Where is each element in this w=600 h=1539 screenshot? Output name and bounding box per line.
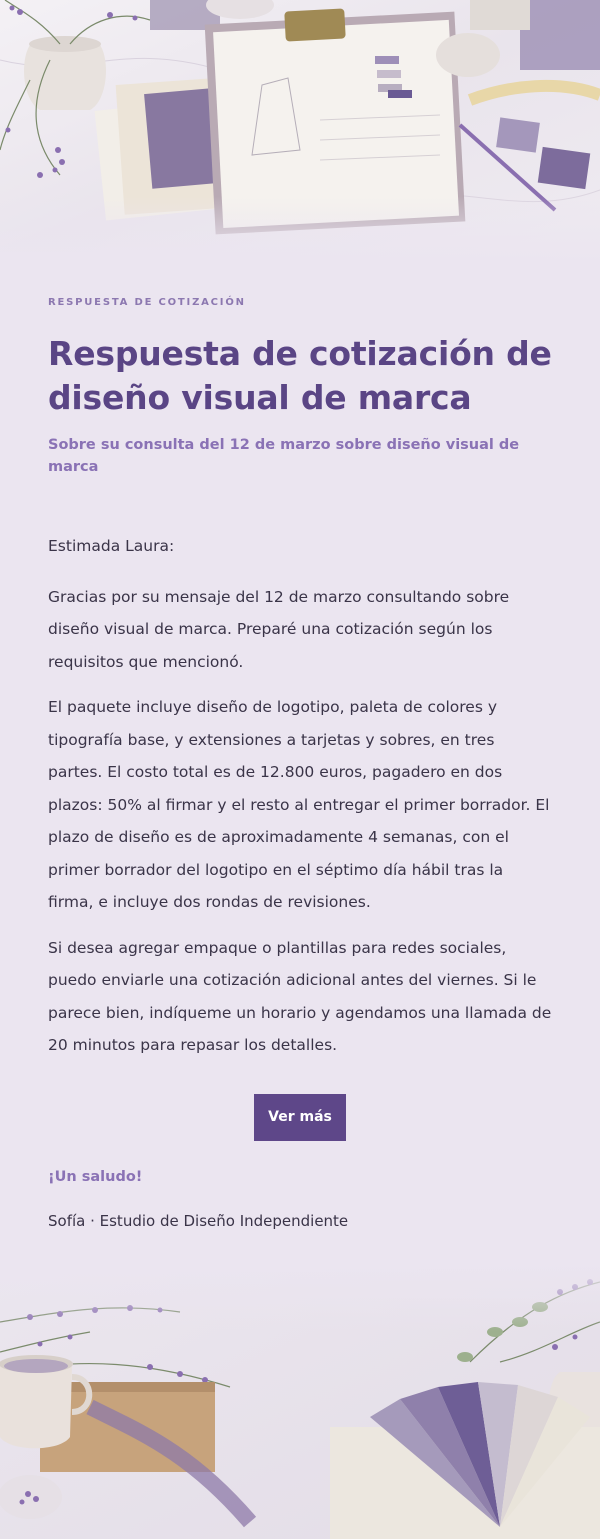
eyebrow-label: RESPUESTA DE COTIZACIÓN [48, 297, 246, 308]
header-image [0, 0, 600, 262]
title-line-1: Respuesta de cotización de [48, 334, 552, 373]
body-paragraph-3: Si desea agregar empaque o plantillas para redes sociales, puedo enviarle una cotización adicional antes del viernes. Si le parece bien, indíqueme un horario y agendamos una llamada de 20 minutos para repasar los detalles. [48, 938, 552, 1054]
email-title [48, 332, 552, 420]
footer-image [0, 1262, 600, 1539]
signature: Sofía · Estudio de Diseño Independiente [48, 1211, 349, 1230]
closing-line: ¡Un saludo! [48, 1168, 143, 1185]
body-paragraph-2: El paquete incluye diseño de logotipo, paleta de colores y tipografía base, y extensiones a tarjetas y sobres, en tres partes. El costo total es de 12.800 euros, pagadero en dos plazos: 50% al firmar y el resto al entregar el primer borrador. El plazo de diseño es de aproximadamente 4 semanas, con el primer borrador del logotipo en el séptimo día hábil tras la firma, e incluye dos rondas de revisiones. [48, 698, 550, 911]
see-more-button[interactable]: Ver más [254, 1094, 346, 1141]
title-line-2: diseño visual de marca [48, 378, 472, 417]
email-body [48, 530, 552, 1062]
email-content [48, 296, 552, 1231]
cta-container [48, 1094, 552, 1141]
greeting: Estimada Laura: [48, 537, 175, 555]
body-paragraph-1: Gracias por su mensaje del 12 de marzo consultando sobre diseño visual de marca. Preparé una cotización según los requisitos que mencionó. [48, 587, 510, 671]
email-subtitle: Sobre su consulta del 12 de marzo sobre diseño visual de marca [48, 437, 520, 475]
